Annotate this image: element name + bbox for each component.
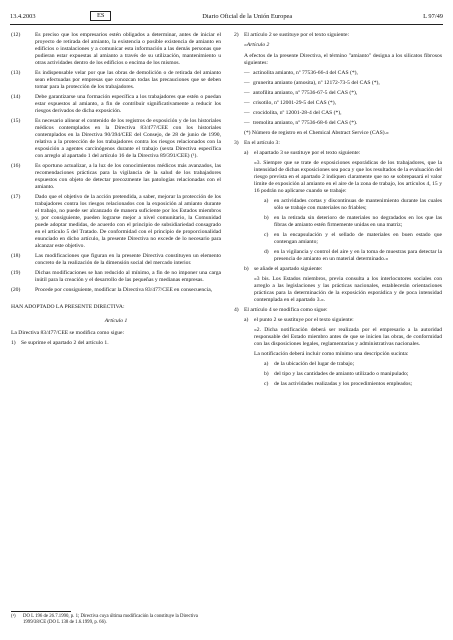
sub-sub-item <box>234 249 442 263</box>
recital-number: (20) <box>11 287 21 293</box>
recital-text: Las modificaciones que figuran en la presente Directiva constituyen un elemento concreto de la realización de la dimensión social del mercado interior. <box>35 253 221 266</box>
recital-paragraph <box>11 194 221 250</box>
sub-sub-label: b) <box>264 371 269 377</box>
mineral-item <box>244 120 442 127</box>
footnote <box>11 614 221 626</box>
sub-sub-label: a) <box>264 361 269 367</box>
sub-sub-text: en la vigilancia y control del aire y en la toma de muestras para detectar la presencia de amianto en un material determinado.» <box>274 249 442 262</box>
minerals-list <box>234 70 442 127</box>
recital-number: (15) <box>11 118 21 124</box>
recital-number: (18) <box>11 253 21 259</box>
recital-number: (14) <box>11 94 21 100</box>
sub-sub-label: c) <box>264 381 269 387</box>
recital-number: (17) <box>11 194 21 200</box>
article-2-title: «Artículo 2 <box>244 42 270 48</box>
recital-text: Es necesario alinear el contenido de los registros de exposición y de los historiales médicos contemplados en la Directiva 83/477/CEE con los historiales contemplados en la Directiva 90/394/CEE del Consejo, de 28 de junio de 1990, relativa a la protección de los trabajadores contra los riesgos relacionados con la exposición a agentes carcinógenos durante el trabajo (sexta Directiva específica con arreglo al apartado 1 del artículo 16 de la Directiva 89/391/CEE) (¹). <box>35 118 221 159</box>
mineral-text: antofilita amianto, nº 77536-67-5 del CAS (*), <box>253 90 358 96</box>
header-date: 13.4.2003 <box>10 12 36 20</box>
recital-paragraph <box>11 163 221 191</box>
header-rule <box>10 24 443 25</box>
language-badge: ES <box>90 11 111 21</box>
dash-marker: — <box>244 80 250 86</box>
mineral-text: grunerita amianto (amosita), nº 12172-73-5 del CAS (*), <box>253 80 380 86</box>
recital-number: (12) <box>11 32 21 38</box>
recital-paragraph <box>11 270 221 284</box>
sub-sub-item <box>234 371 442 378</box>
mineral-text: crocidolita, nº 12001-28-4 del CAS (*), <box>253 110 342 116</box>
recital-number: (16) <box>11 163 21 169</box>
recital-text: Es oportuno actualizar, a la luz de los conocimientos médicos más avanzados, las recomendaciones prácticas para la vigilancia de la salud de los trabajadores expuestos con objeto de detectar precozmente las patologías relacionadas con el amianto. <box>35 163 221 190</box>
quoted-paragraph: «3 bis. Los Estados miembros, previa consulta a los interlocutores sociales con arreglo a las legislaciones y las prácticas nacionales, establecerán orientaciones prácticas para la determinación de la exposición esporádica y de poca intensidad contemplada en el apartado 3.». <box>254 276 442 303</box>
sub-sub-list <box>234 198 442 263</box>
cas-note: (*) Número de registro en el Chemical Abstract Service (CAS).» <box>244 130 389 136</box>
article-2-intro: A efectos de la presente Directiva, el término "amianto" designa a los silicatos fibrosos siguientes: <box>244 53 442 66</box>
item-number: 2) <box>234 32 239 38</box>
sub-sub-text: de la ubicación del lugar de trabajo; <box>274 361 355 367</box>
sub-sub-text: de las actividades realizadas y los procedimientos empleados; <box>274 381 413 387</box>
sub-sub-label: d) <box>264 249 269 255</box>
recital-paragraph <box>11 32 221 67</box>
recital-text: Dichas modificaciones se han reducido al mínimo, a fin de no imponer una carga inútil para la creación y el desarrollo de las pequeñas y medianas empresas. <box>35 270 221 283</box>
sub-sub-text: en actividades cortas y discontinuas de mantenimiento durante las cuales sólo se trabaje con materiales no friables; <box>274 198 442 211</box>
list-item <box>234 140 442 147</box>
recital-paragraph <box>11 287 221 294</box>
recital-paragraph <box>11 70 221 91</box>
dash-marker: — <box>244 110 250 116</box>
mineral-text: tremolita amianto, nº 77536-68-6 del CAS (*). <box>253 120 358 126</box>
item-text: Se suprime el apartado 2 del artículo 1. <box>21 340 109 346</box>
mineral-item <box>244 110 442 117</box>
recital-number: (13) <box>11 70 21 76</box>
sub-sub-item <box>234 198 442 212</box>
mineral-text: crisotilo, nº 12001-29-5 del CAS (*), <box>253 100 336 106</box>
page-header <box>10 10 443 22</box>
sub-sub-item <box>234 215 442 229</box>
sub-sub-item <box>234 361 442 368</box>
footnote-text: DO L 196 de 26.7.1990, p. 1; Directiva cuya última modificación la constituye la Directiva 1999/38/CE (DO L 138 de 1.6.1999, p. 66). <box>23 614 198 625</box>
recital-text: Debe garantizarse una formación específica a los trabajadores que estén o puedan estar expuestos al amianto, a fin de contribuir significativamente a reducir los riesgos derivados de dicha exposición. <box>35 94 221 114</box>
journal-title: Diario Oficial de la Unión Europea <box>202 12 293 20</box>
recital-paragraph <box>11 118 221 160</box>
item-text: El artículo 2 se sustituye por el texto siguiente: <box>244 32 350 38</box>
sub-item-label: a) <box>244 317 249 323</box>
article-intro: La Directiva 83/477/CEE se modifica como sigue: <box>11 330 125 336</box>
item-text: El artículo 4 se modifica como sigue: <box>244 307 328 313</box>
recital-text: Dado que el objetivo de la acción pretendida, a saber, mejorar la protección de los trabajadores contra los riesgos relacionados con la exposición al amianto durante el trabajo, no puede ser alcanzado de manera suficiente por los Estados miembros y, por consiguiente, pueden lograrse mejor a nivel comunitario, la Comunidad puede adoptar medidas, de acuerdo con el principio de subsidiariedad consagrado en el artículo 5 del Tratado. De conformidad con el principio de proporcionalidad enunciado en dicho artículo, la presente Directiva no excede de lo necesario para alcanzar este objetivo. <box>35 194 221 249</box>
sub-item <box>234 150 442 157</box>
sub-item <box>234 317 442 324</box>
recital-number: (19) <box>11 270 21 276</box>
footnote-rule <box>11 611 71 612</box>
quoted-paragraph: La notificación deberá incluir como mínimo una descripción sucinta: <box>254 351 409 357</box>
sub-sub-text: del tipo y las cantidades de amianto utilizado o manipulado; <box>274 371 409 377</box>
sub-item-text: el punto 2 se sustituye por el texto siguiente: <box>254 317 354 323</box>
dash-marker: — <box>244 100 250 106</box>
mineral-item <box>244 100 442 107</box>
item-number: 1) <box>11 340 16 346</box>
list-item <box>234 32 442 39</box>
footnote-label: (¹) <box>11 614 16 619</box>
mineral-text: actinolita amianto, nº 77536-66-4 del CAS (*), <box>253 70 358 76</box>
page-number: L 97/49 <box>423 12 443 20</box>
article-title: Artículo 1 <box>104 318 128 324</box>
recital-paragraph <box>11 94 221 115</box>
sub-sub-label: b) <box>264 215 269 221</box>
dash-marker: — <box>244 120 250 126</box>
item-text: En el artículo 3: <box>244 140 280 146</box>
sub-item-label: b) <box>244 266 249 272</box>
sub-item <box>234 266 442 273</box>
dash-marker: — <box>244 70 250 76</box>
mineral-item <box>244 90 442 97</box>
list-item <box>11 340 221 347</box>
sub-sub-text: en la encapsulación y el sellado de materiales en buen estado que contengan amianto; <box>274 232 442 245</box>
sub-item-label: a) <box>244 150 249 156</box>
recital-text: Es indispensable velar por que las obras de demolición o de retirada del amianto sean efectuadas por empresas que conozcan todas las precauciones que se deben tomar para la protección de los trabajadores. <box>35 70 221 90</box>
recital-paragraph <box>11 253 221 267</box>
left-column <box>11 32 221 350</box>
mineral-item <box>244 70 442 77</box>
recital-text: Procede por consiguiente, modificar la Directiva 83/477/CEE en consecuencia, <box>35 287 213 293</box>
item-number: 3) <box>234 140 239 146</box>
mineral-item <box>244 80 442 87</box>
sub-sub-item <box>234 232 442 246</box>
item-number: 4) <box>234 307 239 313</box>
sub-sub-label: a) <box>264 198 269 204</box>
dash-marker: — <box>244 90 250 96</box>
sub-sub-list <box>234 361 442 388</box>
adopted-statement: HAN ADOPTADO LA PRESENTE DIRECTIVA: <box>11 304 125 310</box>
recitals-list <box>11 32 221 294</box>
recital-text: Es preciso que los empresarios estén obligados a determinar, antes de iniciar el proyecto de retirada del amianto, la existencia o posible existencia de amianto en edificios o instalaciones y a comunicar esta información a las demás personas que pudieran estar expuestas al amianto a través de su utilización, mantenimiento u otras actividades dentro de los edificios o encima de los mismos. <box>35 32 221 66</box>
list-item <box>234 307 442 314</box>
sub-item-text: el apartado 3 se sustituye por el texto siguiente: <box>254 150 361 156</box>
sub-sub-text: en la retirada sin deterioro de materiales no degradados en los que las fibras de amianto estén firmemente unidas en una matriz; <box>274 215 442 228</box>
quoted-paragraph: «2. Dicha notificación deberá ser realizada por el empresario a la autoridad responsable del Estado miembro antes de que se inicien las obras, de conformidad con las disposiciones legales, reglamentarias y administrativas nacionales. <box>254 327 442 347</box>
quoted-paragraph: «3. Siempre que se trate de exposiciones esporádicas de los trabajadores, que la intensidad de dichas exposiciones sea poca y que los resultados de la evaluación del riesgo prevista en el apartado 2 indiquen claramente que no se sobrepasará el valor límite de exposición al amianto en el aire de la zona de trabajo, los artículos 4, 15 y 16 podrán no aplicarse cuando se trabaje: <box>254 160 442 194</box>
sub-item-text: se añade el apartado siguiente: <box>254 266 323 272</box>
sub-sub-label: c) <box>264 232 269 238</box>
right-column <box>234 32 442 391</box>
sub-sub-item <box>234 381 442 388</box>
